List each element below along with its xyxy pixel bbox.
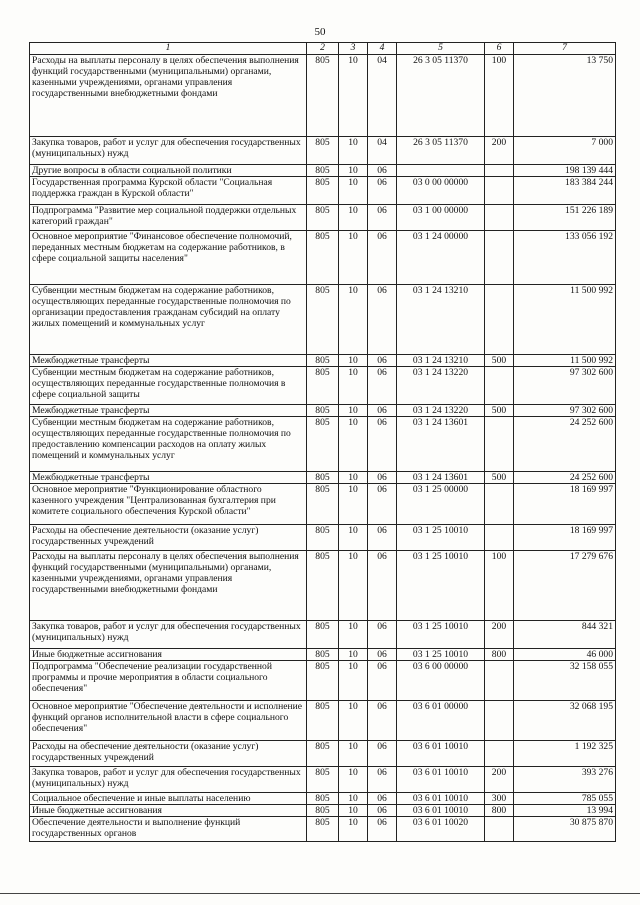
ministry-code-cell: 805 — [307, 484, 339, 525]
expense-type-cell: 800 — [485, 649, 514, 661]
expense-type-cell: 500 — [485, 405, 514, 417]
subsection-code-cell: 06 — [368, 231, 397, 285]
table-row — [30, 472, 616, 484]
row-name-cell: Основное мероприятие "Функционирование областного казенного учреждения "Централизованная бухгалтерия при комитете социального обеспечения Курской области" — [30, 484, 307, 525]
table-row — [30, 817, 616, 842]
subsection-code-cell: 06 — [368, 285, 397, 355]
section-code-cell: 10 — [339, 484, 368, 525]
expense-type-cell: 100 — [485, 55, 514, 137]
target-article-cell — [397, 165, 485, 177]
target-article-cell: 03 1 24 13220 — [397, 405, 485, 417]
column-header-2: 2 — [307, 43, 339, 55]
amount-cell: 24 252 600 — [514, 472, 616, 484]
subsection-code-cell: 06 — [368, 805, 397, 817]
section-code-cell: 10 — [339, 649, 368, 661]
row-name-cell: Закупка товаров, работ и услуг для обеспечения государственных (муниципальных) нужд — [30, 767, 307, 793]
expense-type-cell: 200 — [485, 621, 514, 649]
section-code-cell: 10 — [339, 793, 368, 805]
table-row — [30, 137, 616, 165]
target-article-cell: 03 1 24 13601 — [397, 472, 485, 484]
ministry-code-cell: 805 — [307, 472, 339, 484]
amount-cell: 18 169 997 — [514, 484, 616, 525]
row-name-cell: Иные бюджетные ассигнования — [30, 805, 307, 817]
expense-type-cell — [485, 484, 514, 525]
table-row — [30, 165, 616, 177]
subsection-code-cell: 06 — [368, 165, 397, 177]
subsection-code-cell: 06 — [368, 817, 397, 842]
subsection-code-cell: 06 — [368, 661, 397, 701]
subsection-code-cell: 04 — [368, 55, 397, 137]
target-article-cell: 03 1 25 10010 — [397, 621, 485, 649]
table-row — [30, 741, 616, 767]
table-row — [30, 285, 616, 355]
amount-cell: 13 750 — [514, 55, 616, 137]
section-code-cell: 10 — [339, 472, 368, 484]
section-code-cell: 10 — [339, 231, 368, 285]
row-name-cell: Другие вопросы в области социальной политики — [30, 165, 307, 177]
budget-table — [29, 42, 616, 842]
amount-cell: 11 500 992 — [514, 355, 616, 367]
ministry-code-cell: 805 — [307, 165, 339, 177]
ministry-code-cell: 805 — [307, 137, 339, 165]
amount-cell: 46 000 — [514, 649, 616, 661]
expense-type-cell — [485, 701, 514, 741]
section-code-cell: 10 — [339, 205, 368, 231]
subsection-code-cell: 06 — [368, 355, 397, 367]
section-code-cell: 10 — [339, 805, 368, 817]
subsection-code-cell: 06 — [368, 177, 397, 205]
column-header-4: 4 — [368, 43, 397, 55]
ministry-code-cell: 805 — [307, 551, 339, 621]
expense-type-cell: 800 — [485, 805, 514, 817]
table-row — [30, 484, 616, 525]
amount-cell: 32 158 055 — [514, 661, 616, 701]
subsection-code-cell: 06 — [368, 405, 397, 417]
column-header-1: 1 — [30, 43, 307, 55]
section-code-cell: 10 — [339, 417, 368, 472]
table-row — [30, 621, 616, 649]
row-name-cell: Расходы на выплаты персоналу в целях обеспечения выполнения функций государственными (муниципальными) органами, казенными учреждениями, органами управления государственными внебюджетными фондами — [30, 551, 307, 621]
target-article-cell: 03 6 00 00000 — [397, 661, 485, 701]
ministry-code-cell: 805 — [307, 767, 339, 793]
expense-type-cell — [485, 525, 514, 551]
expense-type-cell — [485, 205, 514, 231]
amount-cell: 133 056 192 — [514, 231, 616, 285]
expense-type-cell: 100 — [485, 551, 514, 621]
table-row — [30, 805, 616, 817]
target-article-cell: 03 6 01 10020 — [397, 817, 485, 842]
subsection-code-cell: 06 — [368, 472, 397, 484]
expense-type-cell: 200 — [485, 137, 514, 165]
ministry-code-cell: 805 — [307, 367, 339, 405]
section-code-cell: 10 — [339, 767, 368, 793]
target-article-cell: 03 6 01 00000 — [397, 701, 485, 741]
target-article-cell: 03 1 25 00000 — [397, 484, 485, 525]
table-row — [30, 55, 616, 137]
ministry-code-cell: 805 — [307, 205, 339, 231]
section-code-cell: 10 — [339, 137, 368, 165]
section-code-cell: 10 — [339, 177, 368, 205]
ministry-code-cell: 805 — [307, 793, 339, 805]
target-article-cell: 03 1 24 13601 — [397, 417, 485, 472]
amount-cell: 183 384 244 — [514, 177, 616, 205]
row-name-cell: Основное мероприятие "Обеспечение деятельности и исполнение функций органов исполнительной власти в сфере социального обеспечения" — [30, 701, 307, 741]
target-article-cell: 03 0 00 00000 — [397, 177, 485, 205]
amount-cell: 198 139 444 — [514, 165, 616, 177]
column-header-6: 6 — [485, 43, 514, 55]
section-code-cell: 10 — [339, 817, 368, 842]
subsection-code-cell: 06 — [368, 621, 397, 649]
subsection-code-cell: 06 — [368, 649, 397, 661]
section-code-cell: 10 — [339, 621, 368, 649]
expense-type-cell: 500 — [485, 355, 514, 367]
ministry-code-cell: 805 — [307, 55, 339, 137]
column-header-7: 7 — [514, 43, 616, 55]
amount-cell: 24 252 600 — [514, 417, 616, 472]
amount-cell: 1 192 325 — [514, 741, 616, 767]
target-article-cell: 03 6 01 10010 — [397, 805, 485, 817]
table-row — [30, 525, 616, 551]
subsection-code-cell: 06 — [368, 417, 397, 472]
target-article-cell: 26 3 05 11370 — [397, 137, 485, 165]
amount-cell: 11 500 992 — [514, 285, 616, 355]
column-header-3: 3 — [339, 43, 368, 55]
subsection-code-cell: 06 — [368, 551, 397, 621]
section-code-cell: 10 — [339, 661, 368, 701]
row-name-cell: Государственная программа Курской области "Социальная поддержка граждан в Курской области" — [30, 177, 307, 205]
expense-type-cell — [485, 165, 514, 177]
subsection-code-cell: 06 — [368, 525, 397, 551]
expense-type-cell — [485, 741, 514, 767]
header-row — [30, 43, 616, 55]
target-article-cell: 03 1 24 00000 — [397, 231, 485, 285]
subsection-code-cell: 06 — [368, 701, 397, 741]
ministry-code-cell: 805 — [307, 417, 339, 472]
expense-type-cell — [485, 231, 514, 285]
row-name-cell: Закупка товаров, работ и услуг для обеспечения государственных (муниципальных) нужд — [30, 621, 307, 649]
row-name-cell: Межбюджетные трансферты — [30, 405, 307, 417]
target-article-cell: 03 1 24 13220 — [397, 367, 485, 405]
target-article-cell: 03 6 01 10010 — [397, 793, 485, 805]
column-header-5: 5 — [397, 43, 485, 55]
ministry-code-cell: 805 — [307, 177, 339, 205]
table-row — [30, 793, 616, 805]
row-name-cell: Социальное обеспечение и иные выплаты населению — [30, 793, 307, 805]
table-row — [30, 649, 616, 661]
table-row — [30, 551, 616, 621]
row-name-cell: Иные бюджетные ассигнования — [30, 649, 307, 661]
table-row — [30, 177, 616, 205]
target-article-cell: 03 6 01 10010 — [397, 741, 485, 767]
expense-type-cell — [485, 417, 514, 472]
row-name-cell: Субвенции местным бюджетам на содержание работников, осуществляющих переданные государственные полномочия по предоставлению компенсации расходов на оплату жилых помещений и коммунальных услуг — [30, 417, 307, 472]
expense-type-cell: 500 — [485, 472, 514, 484]
table-row — [30, 405, 616, 417]
amount-cell: 13 994 — [514, 805, 616, 817]
target-article-cell: 03 1 25 10010 — [397, 649, 485, 661]
amount-cell: 393 276 — [514, 767, 616, 793]
section-code-cell: 10 — [339, 525, 368, 551]
target-article-cell: 26 3 05 11370 — [397, 55, 485, 137]
row-name-cell: Подпрограмма "Развитие мер социальной поддержки отдельных категорий граждан" — [30, 205, 307, 231]
ministry-code-cell: 805 — [307, 661, 339, 701]
target-article-cell: 03 1 00 00000 — [397, 205, 485, 231]
target-article-cell: 03 1 25 10010 — [397, 525, 485, 551]
subsection-code-cell: 06 — [368, 741, 397, 767]
section-code-cell: 10 — [339, 55, 368, 137]
page-number: 50 — [314, 26, 326, 38]
amount-cell: 97 302 600 — [514, 405, 616, 417]
table-row — [30, 417, 616, 472]
row-name-cell: Субвенции местным бюджетам на содержание работников, осуществляющих переданные государственные полномочия в сфере социальной защиты — [30, 367, 307, 405]
table-row — [30, 767, 616, 793]
subsection-code-cell: 04 — [368, 137, 397, 165]
amount-cell: 18 169 997 — [514, 525, 616, 551]
amount-cell: 17 279 676 — [514, 551, 616, 621]
target-article-cell: 03 1 25 10010 — [397, 551, 485, 621]
expense-type-cell — [485, 661, 514, 701]
ministry-code-cell: 805 — [307, 805, 339, 817]
amount-cell: 97 302 600 — [514, 367, 616, 405]
expense-type-cell — [485, 367, 514, 405]
ministry-code-cell: 805 — [307, 621, 339, 649]
amount-cell: 151 226 189 — [514, 205, 616, 231]
ministry-code-cell: 805 — [307, 649, 339, 661]
ministry-code-cell: 805 — [307, 405, 339, 417]
section-code-cell: 10 — [339, 741, 368, 767]
ministry-code-cell: 805 — [307, 525, 339, 551]
table-row — [30, 367, 616, 405]
row-name-cell: Расходы на обеспечение деятельности (оказание услуг) государственных учреждений — [30, 525, 307, 551]
subsection-code-cell: 06 — [368, 484, 397, 525]
target-article-cell: 03 1 24 13210 — [397, 355, 485, 367]
table-row — [30, 661, 616, 701]
subsection-code-cell: 06 — [368, 367, 397, 405]
section-code-cell: 10 — [339, 701, 368, 741]
row-name-cell: Закупка товаров, работ и услуг для обеспечения государственных (муниципальных) нужд — [30, 137, 307, 165]
expense-type-cell: 300 — [485, 793, 514, 805]
amount-cell: 30 875 870 — [514, 817, 616, 842]
section-code-cell: 10 — [339, 551, 368, 621]
row-name-cell: Межбюджетные трансферты — [30, 355, 307, 367]
table-row — [30, 205, 616, 231]
row-name-cell: Расходы на обеспечение деятельности (оказание услуг) государственных учреждений — [30, 741, 307, 767]
amount-cell: 7 000 — [514, 137, 616, 165]
expense-type-cell — [485, 177, 514, 205]
ministry-code-cell: 805 — [307, 817, 339, 842]
ministry-code-cell: 805 — [307, 741, 339, 767]
table-row — [30, 231, 616, 285]
section-code-cell: 10 — [339, 285, 368, 355]
ministry-code-cell: 805 — [307, 355, 339, 367]
target-article-cell: 03 1 24 13210 — [397, 285, 485, 355]
bottom-rule — [0, 893, 640, 894]
amount-cell: 32 068 195 — [514, 701, 616, 741]
section-code-cell: 10 — [339, 405, 368, 417]
subsection-code-cell: 06 — [368, 793, 397, 805]
table-row — [30, 701, 616, 741]
table-row — [30, 355, 616, 367]
row-name-cell: Основное мероприятие "Финансовое обеспечение полномочий, переданных местным бюджетам на содержание работников, в сфере социальной защиты населения" — [30, 231, 307, 285]
section-code-cell: 10 — [339, 165, 368, 177]
expense-type-cell — [485, 285, 514, 355]
ministry-code-cell: 805 — [307, 285, 339, 355]
subsection-code-cell: 06 — [368, 205, 397, 231]
expense-type-cell — [485, 817, 514, 842]
ministry-code-cell: 805 — [307, 231, 339, 285]
amount-cell: 785 055 — [514, 793, 616, 805]
row-name-cell: Субвенции местным бюджетам на содержание работников, осуществляющих переданные государственные полномочия по организации предоставления гражданам субсидий на оплату жилых помещений и коммунальных услуг — [30, 285, 307, 355]
section-code-cell: 10 — [339, 355, 368, 367]
section-code-cell: 10 — [339, 367, 368, 405]
row-name-cell: Межбюджетные трансферты — [30, 472, 307, 484]
ministry-code-cell: 805 — [307, 701, 339, 741]
row-name-cell: Обеспечение деятельности и выполнение функций государственных органов — [30, 817, 307, 842]
amount-cell: 844 321 — [514, 621, 616, 649]
row-name-cell: Расходы на выплаты персоналу в целях обеспечения выполнения функций государственными (муниципальными) органами, казенными учреждениями, органами управления государственными внебюджетными фондами — [30, 55, 307, 137]
row-name-cell: Подпрограмма "Обеспечение реализации государственной программы и прочие мероприятия в области социального обеспечения" — [30, 661, 307, 701]
target-article-cell: 03 6 01 10010 — [397, 767, 485, 793]
subsection-code-cell: 06 — [368, 767, 397, 793]
table-body — [30, 55, 616, 842]
expense-type-cell: 200 — [485, 767, 514, 793]
